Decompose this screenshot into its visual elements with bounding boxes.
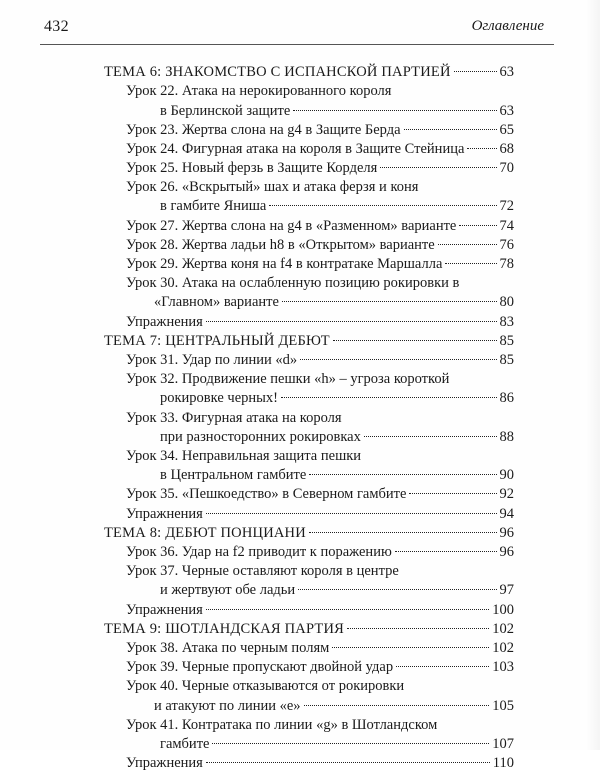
toc-entry-title: Урок 25. Новый ферзь в Защите Корделя [126,160,378,176]
toc-entry-title: в гамбите Яниша [160,198,267,214]
leader-dots [300,359,496,360]
toc-entry-title: Урок 36. Удар на f2 приводит к поражению [126,544,392,560]
toc-exercises-9[interactable] [126,753,514,773]
toc-entry-title: ТЕМА 8: ДЕБЮТ ПОНЦИАНИ [104,525,306,541]
toc-exercises-6[interactable] [126,312,514,332]
toc-page-number: 85 [499,352,514,368]
toc-lesson-37-line1[interactable] [126,561,399,581]
toc-page-number: 76 [499,237,514,253]
toc-lesson-27[interactable] [126,216,514,236]
toc-lesson-29[interactable] [126,254,514,274]
leader-dots [332,647,489,648]
toc-lesson-35[interactable] [126,484,514,504]
toc-lesson-33-line1[interactable] [126,408,342,428]
toc-page-number: 100 [492,602,514,618]
leader-dots [282,301,497,302]
leader-dots [438,244,497,245]
toc-entry-title: в Центральном гамбите [160,467,307,483]
toc-entry-title: Упражнения [126,755,203,771]
toc-page-number: 68 [499,141,514,157]
toc-lesson-32-line2[interactable] [160,388,514,408]
toc-entry-title: и жертвуют обе ладьи [160,582,296,598]
toc-page-number: 103 [492,659,514,675]
toc-theme-6[interactable] [104,62,514,82]
toc-lesson-31[interactable] [126,350,514,370]
toc-entry-title: Урок 28. Жертва ладьи h8 в «Открытом» варианте [126,237,435,253]
toc-page-number: 80 [499,294,514,310]
toc-entry-title: Упражнения [126,314,203,330]
leader-dots [309,532,497,533]
leader-dots [269,205,496,206]
toc-entry-title: при разносторонних рокировках [160,429,361,445]
leader-dots [309,474,496,475]
toc-theme-8[interactable] [104,523,514,543]
toc-lesson-26-line2[interactable] [160,196,514,216]
toc-lesson-24[interactable] [126,139,514,159]
toc-page-number: 83 [499,314,514,330]
leader-dots [347,628,489,629]
toc-lesson-41-line2[interactable] [160,734,514,754]
toc-entry-title: рокировке черных! [160,390,278,406]
toc-lesson-22-line1[interactable] [126,81,391,101]
toc-lesson-34-line2[interactable] [160,465,514,485]
toc-page-number: 70 [499,160,514,176]
toc-entry-title: гамбите [160,736,210,752]
toc-lesson-40-line2[interactable] [154,696,514,716]
toc-entry-title: ТЕМА 9: ШОТЛАНДСКАЯ ПАРТИЯ [104,621,345,637]
toc-entry-title: Урок 24. Фигурная атака на короля в Защите Стейница [126,141,465,157]
toc-page-number: 86 [499,390,514,406]
leader-dots [333,340,497,341]
toc-lesson-32-line1[interactable] [126,369,449,389]
toc-theme-7[interactable] [104,331,514,351]
toc-entry-title: Урок 34. Неправильная защита пешки [126,448,362,464]
toc-entry-title: Урок 30. Атака на ослабленную позицию рокировки в [126,275,460,291]
toc-lesson-22-line2[interactable] [160,101,514,121]
leader-dots [206,609,489,610]
toc-entry-title: Упражнения [126,602,203,618]
running-head: Оглавление [471,18,544,34]
toc-lesson-33-line2[interactable] [160,427,514,447]
toc-page-number: 92 [499,486,514,502]
toc-page-number: 97 [499,582,514,598]
leader-dots [454,71,497,72]
page-number: 432 [44,18,69,35]
toc-page-number: 88 [499,429,514,445]
toc-entry-title: Урок 31. Удар по линии «d» [126,352,298,368]
leader-dots [364,436,497,437]
toc-entry-title: Урок 27. Жертва слона на g4 в «Разменном» варианте [126,218,457,234]
toc-page-number: 102 [492,640,514,656]
toc-page-number: 85 [499,333,514,349]
leader-dots [293,110,496,111]
toc-entry-title: Урок 40. Черные отказываются от рокировки [126,678,405,694]
toc-page-number: 78 [499,256,514,272]
leader-dots [395,551,497,552]
leader-dots [445,263,496,264]
toc-lesson-28[interactable] [126,235,514,255]
toc-entry-title: Урок 39. Черные пропускают двойной удар [126,659,394,675]
leader-dots [281,397,497,398]
toc-lesson-30-line1[interactable] [126,273,459,293]
toc-lesson-25[interactable] [126,158,514,178]
toc-page-number: 65 [499,122,514,138]
leader-dots [380,167,496,168]
toc-lesson-40-line1[interactable] [126,676,404,696]
toc-page-number: 94 [499,506,514,522]
toc-lesson-30-line2[interactable] [154,292,514,312]
toc-page-number: 63 [499,103,514,119]
toc-entry-title: Упражнения [126,506,203,522]
toc-exercises-7[interactable] [126,504,514,524]
toc-entry-title: Урок 32. Продвижение пешки «h» – угроза короткой [126,371,450,387]
toc-lesson-36[interactable] [126,542,514,562]
toc-lesson-26-line1[interactable] [126,177,418,197]
toc-page-number: 96 [499,525,514,541]
leader-dots [459,225,496,226]
leader-dots [206,762,490,763]
toc-lesson-23[interactable] [126,120,514,140]
leader-dots [409,493,496,494]
toc-entry-title: и атакуют по линии «е» [154,698,301,714]
toc-page-number: 110 [492,755,514,771]
toc-lesson-39[interactable] [126,657,514,677]
toc-entry-title: ТЕМА 6: ЗНАКОМСТВО С ИСПАНСКОЙ ПАРТИЕЙ [104,64,451,80]
toc-page-number: 102 [492,621,514,637]
toc-entry-title: Урок 22. Атака на нерокированного короля [126,83,392,99]
toc-page-number: 96 [499,544,514,560]
header-rule [40,44,554,45]
toc-page-number: 63 [499,64,514,80]
toc-entry-title: Урок 33. Фигурная атака на короля [126,410,342,426]
toc-entry-title: Урок 26. «Вскрытый» шах и атака ферзя и коня [126,179,419,195]
leader-dots [467,148,496,149]
toc-entry-title: Урок 35. «Пешкоедство» в Северном гамбите [126,486,407,502]
toc-lesson-41-line1[interactable] [126,715,437,735]
toc-page-number: 105 [492,698,514,714]
toc-theme-9[interactable] [104,619,514,639]
toc-page-number: 90 [499,467,514,483]
toc-entry-title: в Берлинской защите [160,103,291,119]
toc-lesson-34-line1[interactable] [126,446,361,466]
toc-page-number: 74 [499,218,514,234]
leader-dots [404,129,497,130]
toc-entry-title: Урок 41. Контратака по линии «g» в Шотландском [126,717,438,733]
toc-entry-title: Урок 37. Черные оставляют короля в центре [126,563,399,579]
leader-dots [298,589,496,590]
page-edge-shade [586,0,600,750]
leader-dots [396,666,489,667]
leader-dots [304,705,490,706]
toc-page-number: 107 [492,736,514,752]
toc-entry-title: «Главном» варианте [154,294,279,310]
leader-dots [206,321,497,322]
toc-entry-title: Урок 38. Атака по черным полям [126,640,330,656]
toc-lesson-38[interactable] [126,638,514,658]
leader-dots [212,743,489,744]
toc-lesson-37-line2[interactable] [160,580,514,600]
toc-entry-title: ТЕМА 7: ЦЕНТРАЛЬНЫЙ ДЕБЮТ [104,333,330,349]
leader-dots [206,513,497,514]
toc-entry-title: Урок 29. Жертва коня на f4 в контратаке Маршалла [126,256,443,272]
toc-page-number: 72 [499,198,514,214]
toc-exercises-8[interactable] [126,600,514,620]
toc-entry-title: Урок 23. Жертва слона на g4 в Защите Берда [126,122,401,138]
